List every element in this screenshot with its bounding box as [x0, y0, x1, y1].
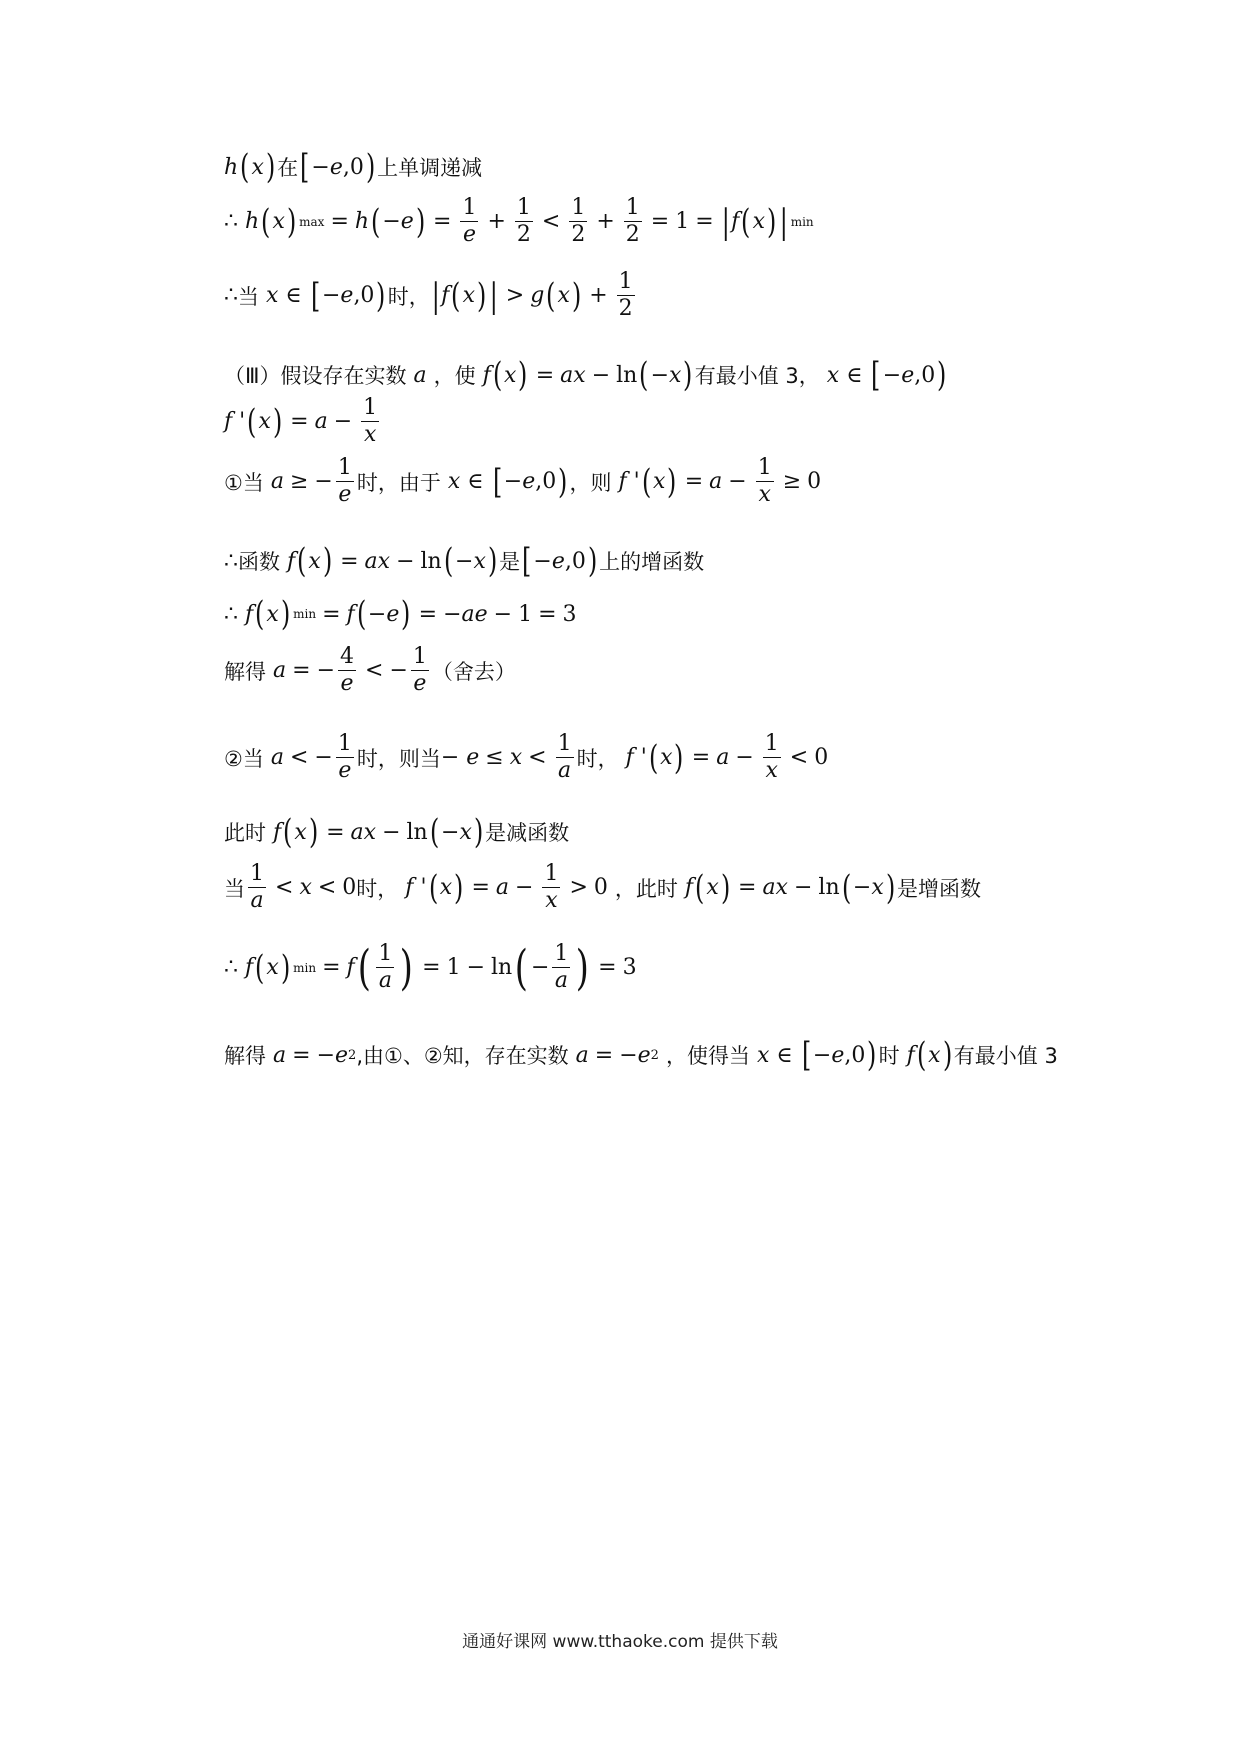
line-13: ∴ f ( x ) min = f ( $\frac{1}{a}$ ) = 1 − ln ( − $\frac{1}{a}$ ) = 3	[224, 939, 637, 996]
line-11: 此时 f ( x ) = ax − ln ( − x ) 是减函数	[224, 812, 570, 852]
line-5: f ' ( x ) = a − $\frac{1}{x}$	[224, 395, 378, 448]
line-3: ∴ 当 x ∈ [ − e ,0 ) 时， | f ( x ) | > g ( x ) + $\frac{1}{2}$	[224, 269, 633, 322]
line-9: 解得 a = − $\frac{4}{e}$ < − $\frac{1}{e}$ （舍去）	[224, 644, 516, 697]
line-2: ∴ h ( x ) max = h ( − e ) = $\frac{1}{e}$ + $\frac{1}{2}$ < $\frac{1}{2}$ + $\frac{1}{2}$ = 1 = | f ( x ) | min	[224, 195, 814, 248]
line-12: 当 $\frac{1}{a}$ < x < 0 时， f ' ( x ) = a − $\frac{1}{x}$ > 0 ，此时 f ( x ) = ax − ln ( − x ) 是增函数	[224, 861, 982, 914]
line-1: h ( x ) 在 [ − e ,0 ) 上单调递减	[224, 147, 483, 187]
line-4: （Ⅲ）假设存在实数 a ，使 f ( x ) = ax − ln ( − x ) 有最小值 3， x ∈ [ − e ,0 )	[224, 355, 947, 395]
footer-text: 通通好课网 www.tthaoke.com 提供下载	[462, 1632, 778, 1652]
line-10: ②当 a < − $\frac{1}{e}$ 时，则当 − e ≤ x < $\frac{1}{a}$ 时， f ' ( x ) = a − $\frac{1}{x}$ < 0	[224, 731, 829, 784]
line-6: ①当 a ≥ − $\frac{1}{e}$ 时，由于 x ∈ [ − e ,0 ) ，则 f ' ( x ) = a − $\frac{1}{x}$ ≥ 0	[224, 455, 822, 508]
line-7: ∴ 函数 f ( x ) = ax − ln ( − x ) 是 [ − e ,0 ) 上的增函数	[224, 541, 705, 581]
line-8: ∴ f ( x ) min = f ( − e ) = − ae − 1 = 3	[224, 594, 577, 634]
line-14: 解得 a = − e 2 ,由①、②知，存在实数 a = − e 2 ，使得当 x ∈ [ − e ,0 ) 时 f ( x ) 有最小值 3	[224, 1035, 1058, 1075]
